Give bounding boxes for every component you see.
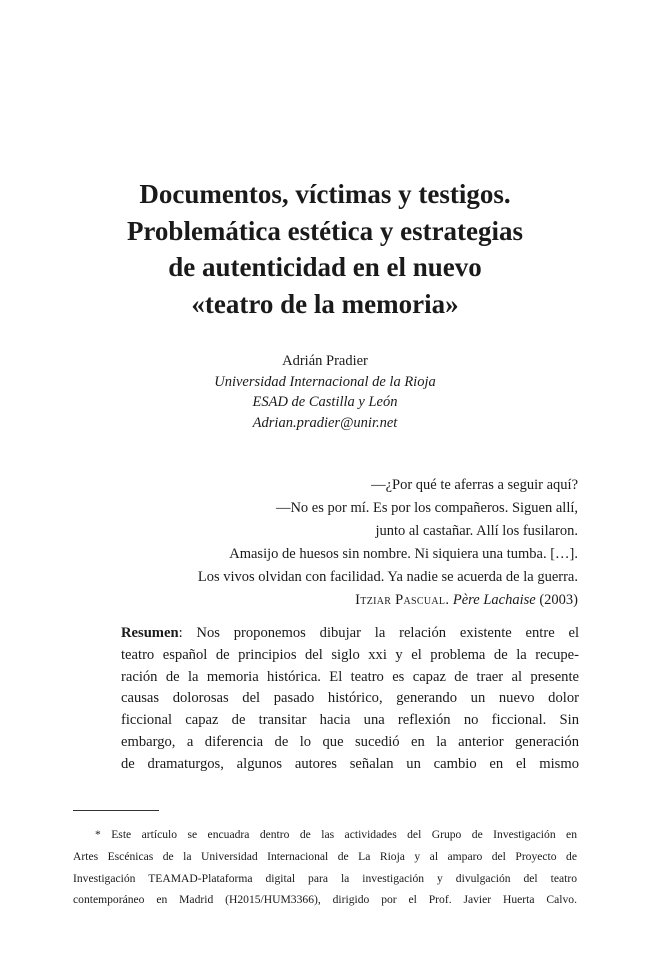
abstract-line: ración de la memoria histórica. El teatro es capaz de traer al presente (121, 668, 579, 685)
epigraph-line: —¿Por qué te aferras a seguir aquí? (371, 477, 578, 493)
footnote-line: contemporáneo en Madrid (H2015/HUM3366), dirigido por el Prof. Javier Huerta Calvo. (73, 893, 577, 907)
abstract-line: causas dolorosas del pasado histórico, generando un nuevo dolor (121, 690, 579, 707)
author-email: Adrian.pradier@unir.net (252, 414, 398, 431)
title-line: de autenticidad en el nuevo (168, 252, 482, 282)
author-affiliation-2: ESAD de Castilla y León (252, 394, 398, 410)
footnote-line: Investigación TEAMAD-Plataforma digital para la investigación y divulgación del teatro (73, 871, 577, 885)
epigraph-attribution (198, 589, 578, 612)
abstract-line: ficcional capaz de transitar hacia una reflexión no ficcional. Sin (121, 712, 579, 729)
epigraph (198, 474, 578, 612)
epigraph-line: Amasijo de huesos sin nombre. Ni siquiera una tumba. […]. (229, 546, 578, 562)
abstract-line: embargo, a diferencia de lo que sucedió en la anterior generación (121, 733, 579, 750)
footnote (73, 824, 577, 911)
author-block (0, 351, 650, 433)
epigraph-line: Los vivos olvidan con facilidad. Ya nadie se acuerda de la guerra. (197, 569, 578, 585)
attribution-work: Père Lachaise (452, 592, 536, 608)
abstract-line (121, 623, 579, 645)
title-line: Documentos, víctimas y testigos. (139, 179, 511, 209)
title-line: «teatro de la memoria» (191, 288, 459, 319)
abstract-label: Resumen (121, 625, 179, 641)
epigraph-line: junto al castañar. Allí los fusilaron. (375, 523, 578, 539)
epigraph-line: —No es por mí. Es por los compañeros. Siguen allí, (275, 500, 578, 516)
abstract (121, 623, 579, 776)
author-affiliation-1: Universidad Internacional de la Rioja (214, 373, 436, 390)
attribution-year: (2003) (539, 592, 578, 608)
footnote-separator (73, 810, 159, 811)
footnote-line: Artes Escénicas de la Universidad Internacional de La Rioja y al amparo del Proyecto de (73, 849, 577, 863)
abstract-line: teatro español de principios del siglo xxi y el problema de la recupe- (121, 646, 579, 663)
article-title (100, 176, 550, 322)
abstract-text: : Nos proponemos dibujar la relación existente entre el (178, 625, 579, 641)
author-name: Adrián Pradier (282, 353, 368, 369)
attribution-author: Itziar Pascual. (355, 592, 450, 608)
footnote-line: * Este artículo se encuadra dentro de las actividades del Grupo de Investigación en (95, 828, 577, 841)
abstract-line: de dramaturgos, algunos autores señalan un cambio en el mismo (121, 755, 579, 772)
title-line: Problemática estética y estrategias (126, 215, 524, 246)
